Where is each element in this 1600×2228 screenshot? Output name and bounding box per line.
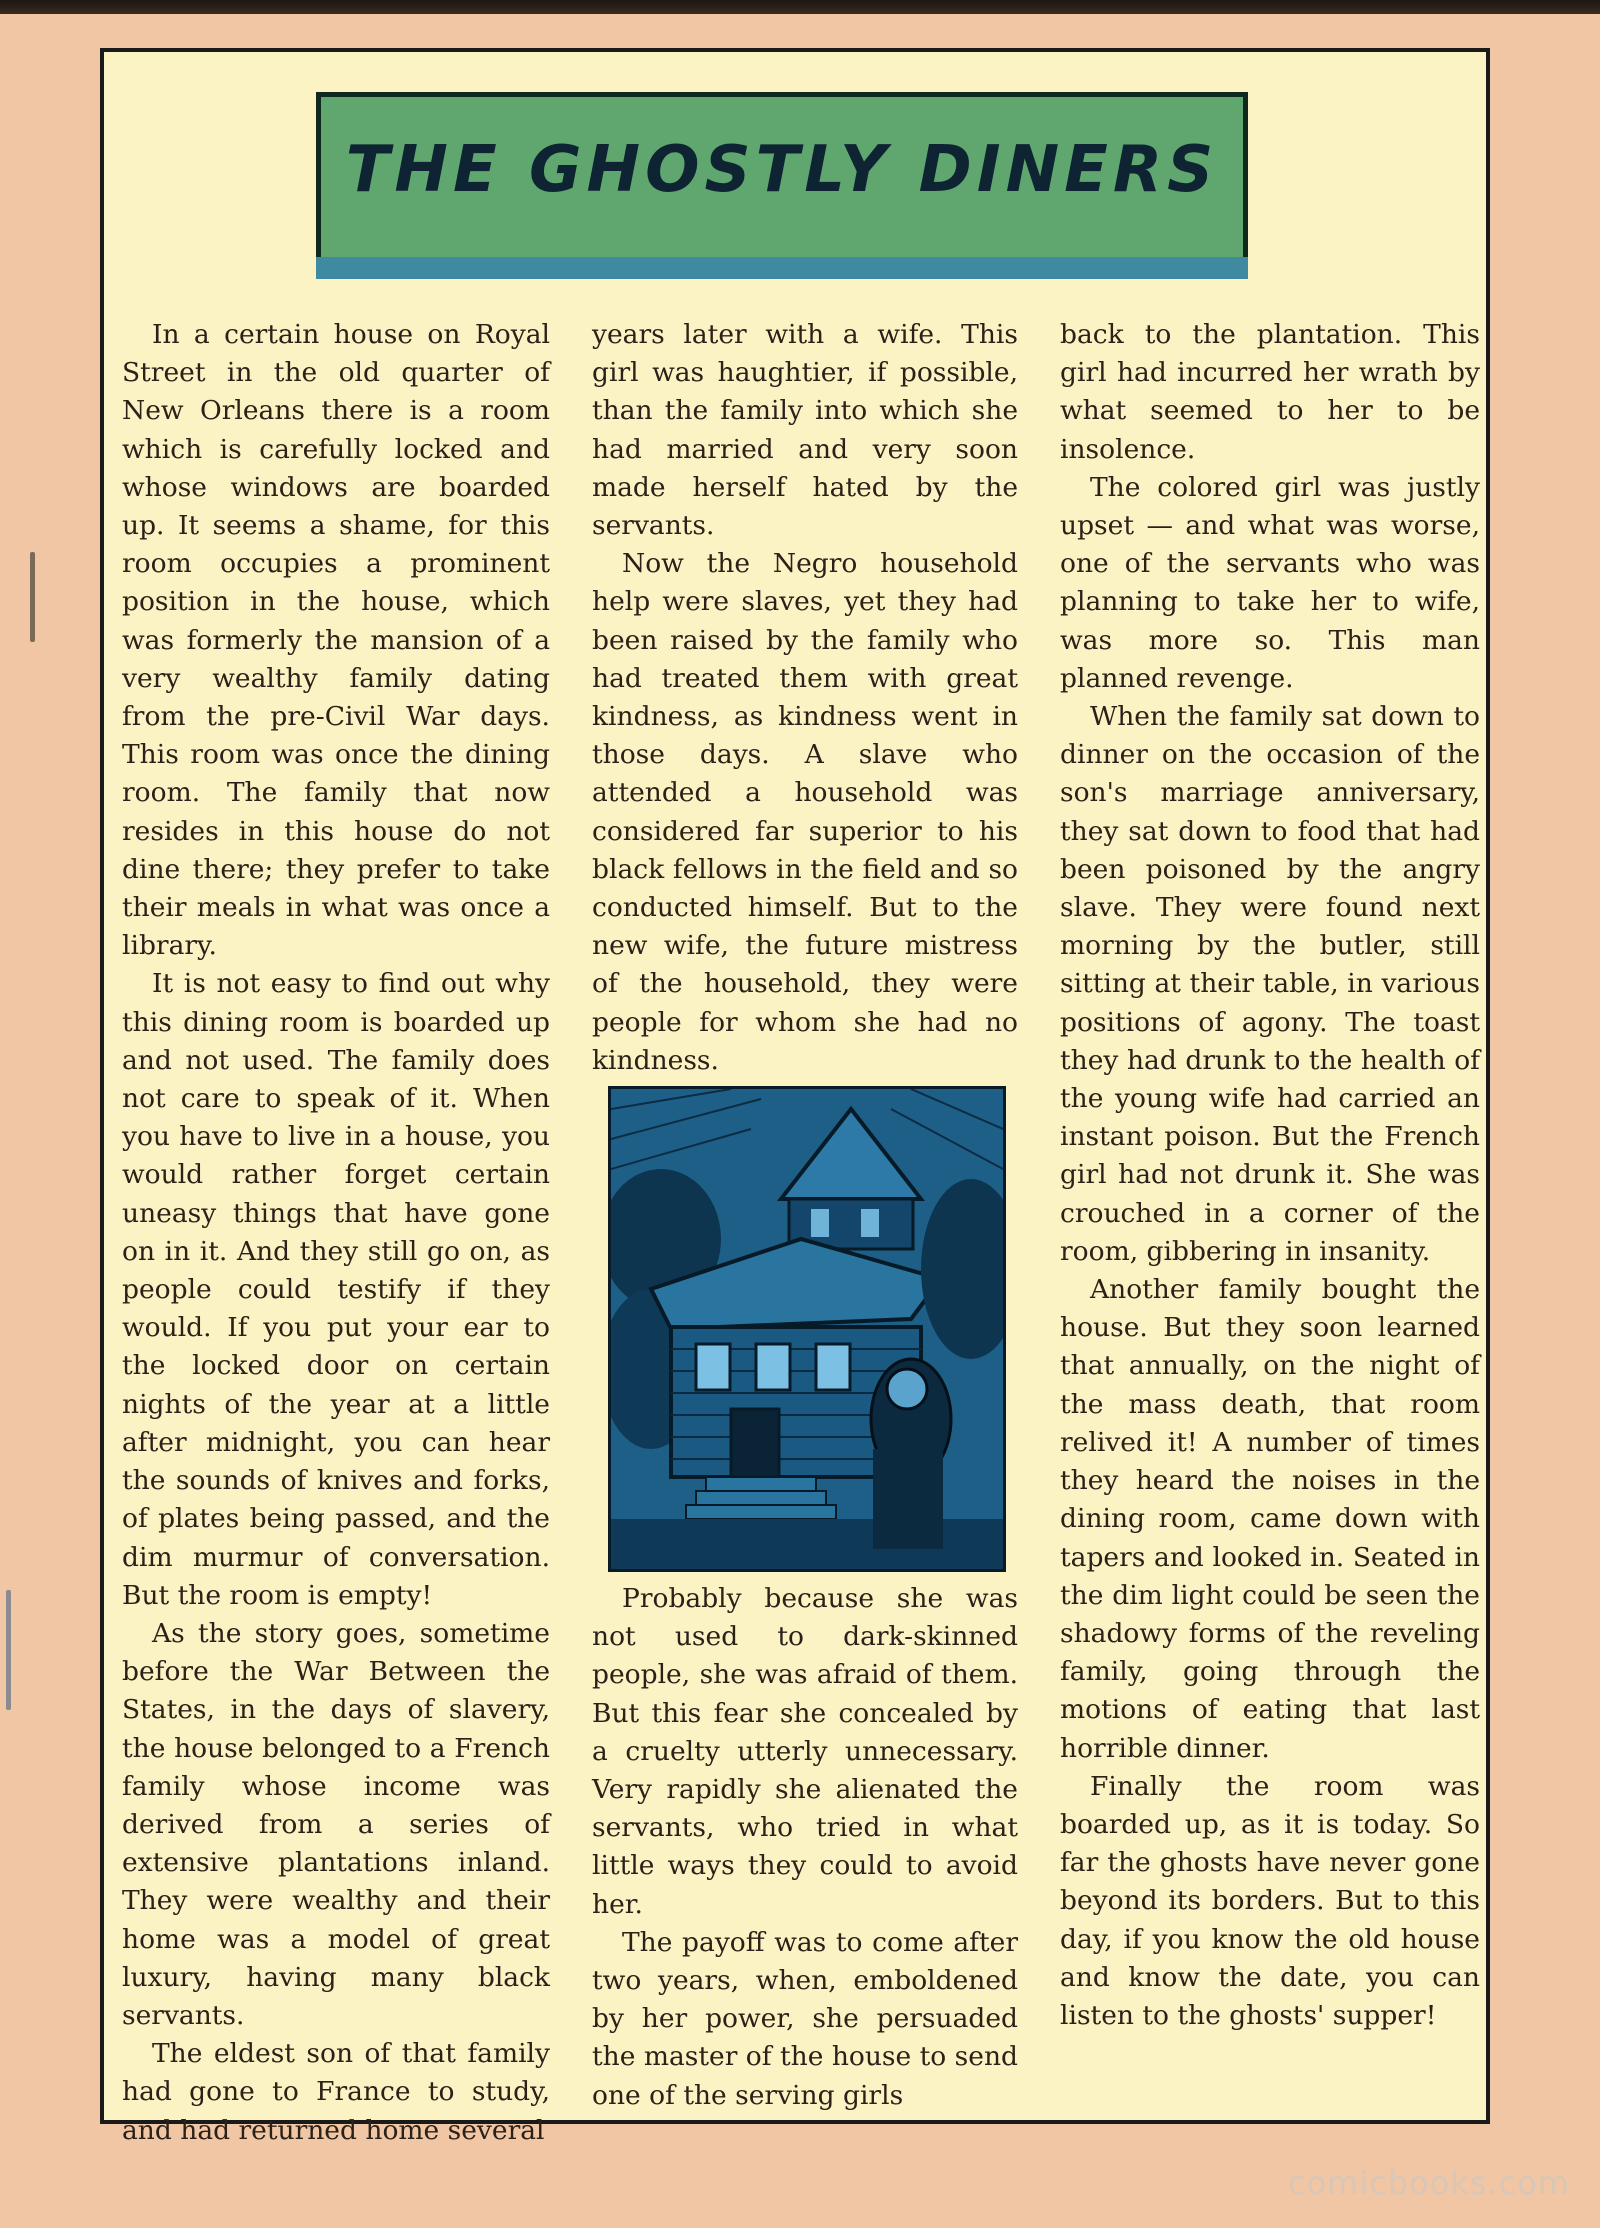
watermark: comicbooks.com bbox=[1287, 2164, 1570, 2202]
paragraph: It is not easy to find out why this dining room is boarded up and not used. The family does not care to speak of it. When you have to live in a house, you would rather forget certain uneasy things that have gone on in it. And they still go on, as people could testify if they would. If you put your ear to the locked door on certain nights of the year at a little after midnight, you can hear the sounds of knives and forks, of plates being passed, and the dim murmur of conversation. But the room is empty! bbox=[122, 968, 550, 1611]
paragraph: The eldest son of that family had gone to France to study, and had returned home several bbox=[122, 2038, 550, 2146]
paragraph: In a certain house on Royal Street in the old quarter of New Orleans there is a room which is carefully locked and whose windows are boarded up. It seems a shame, for this room occupies a prominent position in the house, which was formerly the mansion of a very wealthy family dating from the pre-Civil War days. This room was once the dining room. The family that now resides in this house do not dine there; they prefer to take their meals in what was once a library. bbox=[122, 319, 550, 962]
paragraph: years later with a wife. This girl was haughtier, if possible, than the family into which she had married and very soon made herself hated by the servants. bbox=[592, 319, 1018, 542]
staple-mark bbox=[30, 552, 35, 642]
haunted-house-illustration bbox=[608, 1086, 1006, 1572]
text-column-3 bbox=[1060, 316, 1480, 2035]
text-column-2-bottom bbox=[592, 1580, 1018, 2115]
house-icon bbox=[611, 1089, 1003, 1569]
paragraph: Probably because she was not used to dark-skinned people, she was afraid of them. But this fear she concealed by a cruelty utterly unnecessary. Very rapidly she alienated the servants, who tried in what little ways they could to avoid her. bbox=[592, 1583, 1018, 1920]
paragraph: Another family bought the house. But they soon learned that annually, on the night of the mass death, that room relived it! A number of times they heard the noises in the dining room, came down with tapers and looked in. Seated in the dim light could be seen the shadowy forms of the reveling family, going through the motions of eating that last horrible dinner. bbox=[1060, 1274, 1480, 1764]
page-top-edge bbox=[0, 0, 1600, 14]
paragraph: Now the Negro household help were slaves, yet they had been raised by the family who had treated them with great kindness, as kindness went in those days. A slave who attended a household was considered far superior to his black fellows in the field and so conducted himself. But to the new wife, the future mistress of the household, they were people for whom she had no kindness. bbox=[592, 548, 1018, 1076]
story-title: THE GHOSTLY DINERS bbox=[345, 133, 1219, 207]
text-column-1 bbox=[122, 316, 550, 2150]
paragraph: The payoff was to come after two years, when, emboldened by her power, she persuaded the master of the house to send one of the serving girls bbox=[592, 1926, 1018, 2111]
paragraph: Finally the room was boarded up, as it is today. So far the ghosts have never gone beyond its borders. But to this day, if you know the old house and know the date, you can listen to the ghosts' supper! bbox=[1060, 1770, 1480, 2031]
paragraph: The colored girl was justly upset — and what was worse, one of the servants who was planning to take her to wife, was more so. This man planned revenge. bbox=[1060, 471, 1480, 694]
staple-mark bbox=[6, 1590, 11, 1710]
paragraph: As the story goes, sometime before the War Between the States, in the days of slavery, the house belonged to a French family whose income was derived from a series of extensive plantations inland. They were wealthy and their home was a model of great luxury, having many black servants. bbox=[122, 1617, 550, 2031]
text-column-2-top bbox=[592, 316, 1018, 1080]
paragraph: back to the plantation. This girl had incurred her wrath by what seemed to her to be insolence. bbox=[1060, 319, 1480, 465]
title-banner-edge bbox=[316, 257, 1248, 279]
story-page bbox=[100, 48, 1490, 2146]
paragraph: When the family sat down to dinner on the occasion of the son's marriage anniversary, they sat down to food that had been poisoned by the angry slave. They were found next morning by the butler, still sitting at their table, in various positions of agony. The toast they had drunk to the health of the young wife had carried an instant poison. But the French girl had not drunk it. She was crouched in a corner of the room, gibbering in insanity. bbox=[1060, 701, 1480, 1267]
title-banner bbox=[316, 92, 1248, 262]
